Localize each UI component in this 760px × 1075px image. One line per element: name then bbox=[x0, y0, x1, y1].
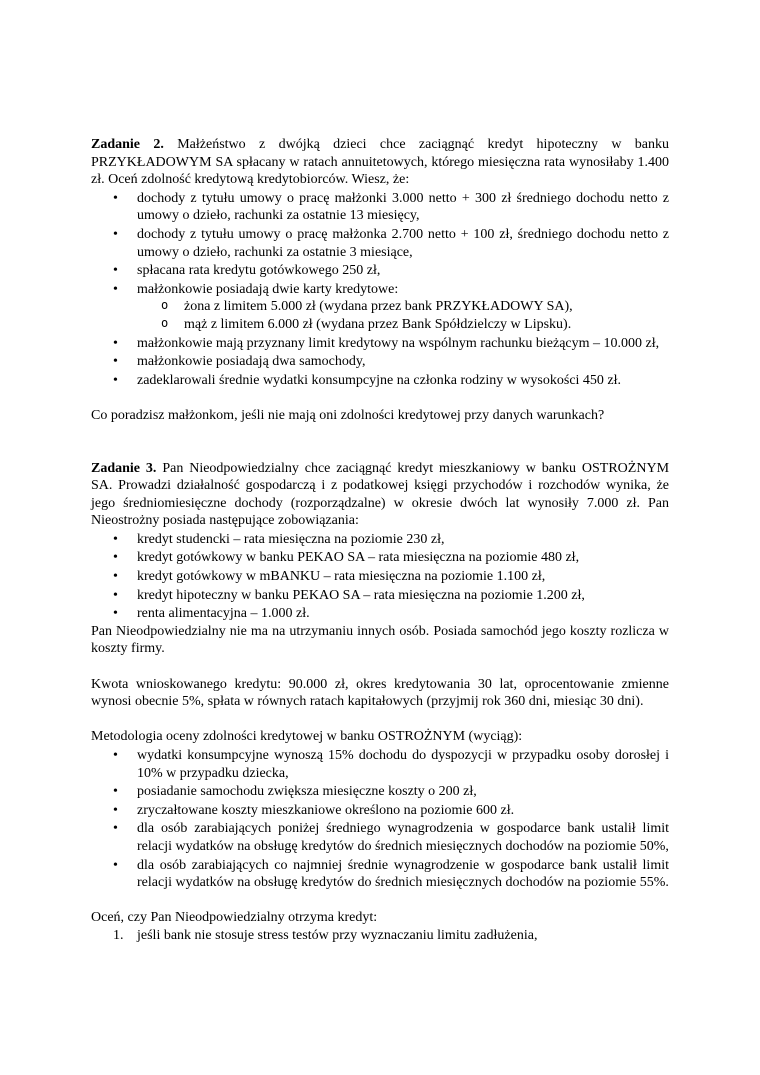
task3-method-list bbox=[91, 747, 669, 892]
task3-label: Zadanie 3. bbox=[91, 460, 157, 476]
task2-label: Zadanie 2. bbox=[91, 137, 164, 152]
list-number: 1. bbox=[113, 927, 124, 943]
task2-intro: Zadanie 2. Małżeństwo z dwójką dzieci chce zaciągnąć kredyt hipoteczny w banku PRZYKŁADOWYM SA spłacany w ratach annuitetowych, którego miesięczna rata wynosiłaby 1.400 zł. Oceń zdolność kredytową kredytobiorców. Wiesz, że: bbox=[91, 137, 670, 188]
task3-assess: Oceń, czy Pan Nieodpowiedzialny otrzyma kredyt: bbox=[91, 910, 378, 926]
list-item: • spłacana rata kredytu gotówkowego 250 zł, bbox=[91, 262, 669, 280]
task3-method-title: Metodologia oceny zdolności kredytowej w banku OSTROŻNYM (wyciąg): bbox=[91, 729, 523, 745]
list-item: • zadeklarowali średnie wydatki konsumpcyjne na członka rodziny w wysokości 450 zł. bbox=[91, 372, 669, 390]
task3-loan: Kwota wnioskowanego kredytu: 90.000 zł, okres kredytowania 30 lat, oprocentowanie zmienne wynosi obecnie 5%, spłata w równych ratach kapitałowych (przyjmij rok 360 dni, miesiąc 30 dni). bbox=[91, 676, 669, 710]
list-item: • wydatki konsumpcyjne wynoszą 15% dochodu do dyspozycji w przypadku osoby dorosłej i 10% w przypadku dziecka, bbox=[91, 747, 669, 782]
list-item: • renta alimentacyjna – 1.000 zł. bbox=[91, 605, 669, 623]
list-item: • dla osób zarabiających poniżej średniego wynagrodzenia w gospodarce bank ustalił limit relacji wydatków na obsługę kredytów do średnich miesięcznych dochodów na poziomie 50%, bbox=[91, 820, 669, 855]
list-item: • małżonkowie mają przyznany limit kredytowy na wspólnym rachunku bieżącym – 10.000 zł, bbox=[91, 335, 669, 353]
sub-list-item: o mąż z limitem 6.000 zł (wydana przez Bank Spółdzielczy w Lipsku). bbox=[91, 316, 669, 334]
list-item: • kredyt hipoteczny w banku PEKAO SA – rata miesięczna na poziomie 1.200 zł, bbox=[91, 587, 669, 605]
task2-bullet-list-a bbox=[91, 190, 669, 299]
task3-numbered-list bbox=[91, 927, 669, 945]
task3-note: Pan Nieodpowiedzialny nie ma na utrzymaniu innych osób. Posiada samochód jego koszty rozlicza w koszty firmy. bbox=[91, 623, 669, 657]
list-item: • małżonkowie posiadają dwa samochody, bbox=[91, 353, 669, 371]
list-item: • dochody z tytułu umowy o pracę małżonki 3.000 netto + 300 zł średniego dochodu netto z umowy o dzieło, rachunki za ostatnie 13 miesięcy, bbox=[91, 190, 669, 225]
document-page bbox=[91, 136, 669, 945]
task2-question: Co poradzisz małżonkom, jeśli nie mają oni zdolności kredytowej przy danych warunkach? bbox=[91, 407, 605, 423]
list-item: • kredyt gotówkowy w banku PEKAO SA – rata miesięczna na poziomie 480 zł, bbox=[91, 549, 669, 567]
list-item: • kredyt studencki – rata miesięczna na poziomie 230 zł, bbox=[91, 531, 669, 549]
task3-intro: Zadanie 3. Pan Nieodpowiedzialny chce zaciągnąć kredyt mieszkaniowy w banku OSTROŻNYM SA. Prowadzi działalność gospodarczą i z podatkowej księgi przychodów i rozchodów wynika, że jego średniomiesięczne dochody (rozporządzalne) w okresie dwóch lat wynosiły 7.000 zł. Pan Nieostrożny posiada następujące zobowiązania: bbox=[91, 460, 670, 529]
list-item: • małżonkowie posiadają dwie karty kredytowe: bbox=[91, 281, 669, 299]
list-item: • zryczałtowane koszty mieszkaniowe określono na poziomie 600 zł. bbox=[91, 802, 669, 820]
list-item: • kredyt gotówkowy w mBANKU – rata miesięczna na poziomie 1.100 zł, bbox=[91, 568, 669, 586]
list-item: • posiadanie samochodu zwiększa miesięczne koszty o 200 zł, bbox=[91, 783, 669, 801]
list-item: • dla osób zarabiających co najmniej średnie wynagrodzenie w gospodarce bank ustalił limit relacji wydatków na obsługę kredytów do średnich miesięcznych dochodów na poziomie 55%. bbox=[91, 857, 669, 892]
numbered-item: 1. jeśli bank nie stosuje stress testów przy wyznaczaniu limitu zadłużenia, bbox=[113, 927, 538, 943]
list-item: • dochody z tytułu umowy o pracę małżonka 2.700 netto + 100 zł, średniego dochodu netto z umowy o dzieło, rachunki za ostatnie 3 miesiące, bbox=[91, 226, 669, 261]
sub-list-item: o żona z limitem 5.000 zł (wydana przez bank PRZYKŁADOWY SA), bbox=[91, 298, 669, 316]
task3-obligations-list bbox=[91, 531, 669, 623]
task2-sub-list bbox=[91, 298, 669, 333]
task2-bullet-list-b bbox=[91, 335, 669, 390]
